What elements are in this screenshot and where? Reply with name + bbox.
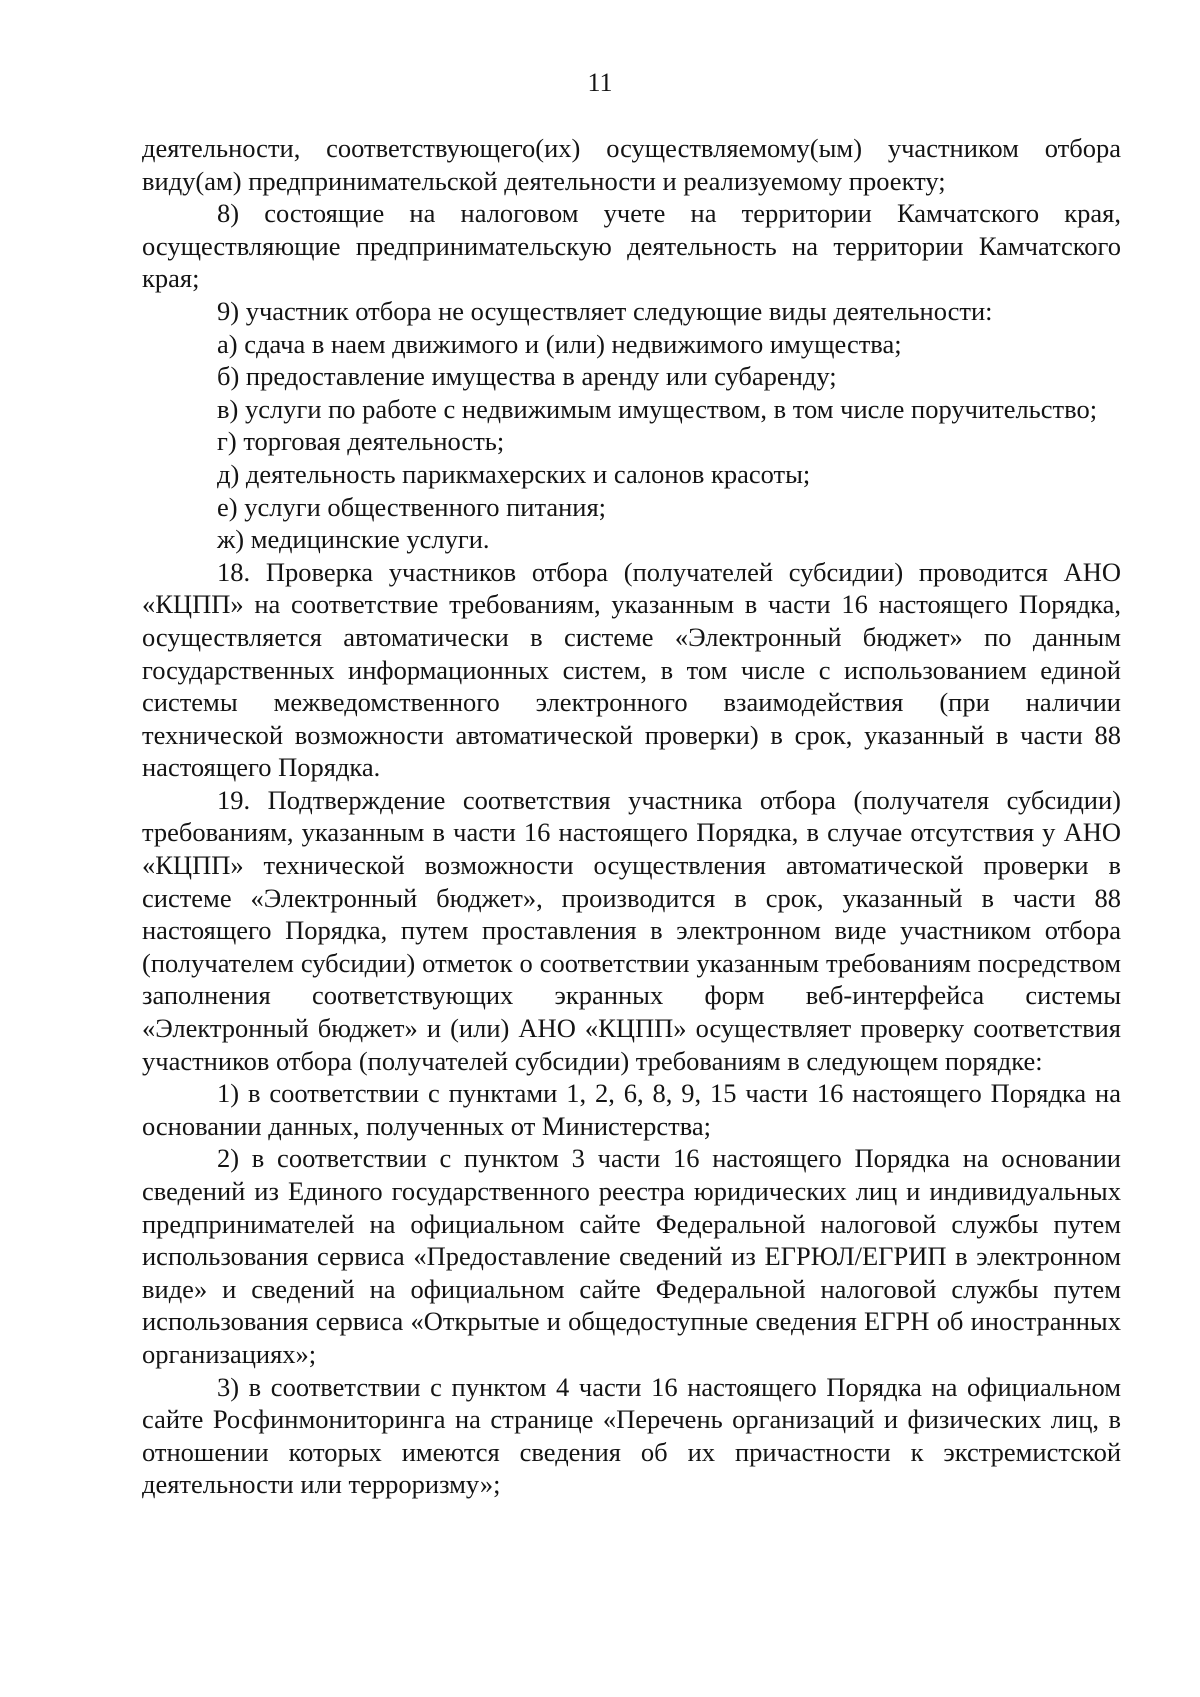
page-number: 11 bbox=[587, 68, 613, 97]
paragraph-subitem-e: е) услуги общественного питания; bbox=[217, 491, 607, 522]
paragraph-subitem-d: д) деятельность парикмахерских и салонов красоты; bbox=[217, 458, 811, 489]
paragraph-subitem-v: в) услуги по работе с недвижимым имуществом, в том числе поручительство; bbox=[217, 393, 1098, 424]
paragraph-section-19: 19. Подтверждение соответствия участника отбора (получателя субсидии) требованиям, указанным в части 16 настоящего Порядка, в случае отсутствия у АНО «КЦПП» технической возможности осуществления автоматической проверки в системе «Электронный бюджет», производится в срок, указанный в части 88 настоящего Порядка, путем проставления в электронном виде участником отбора (получателем субсидии) отметок о соответствии указанным требованиям посредством заполнения соответствующих экранных форм веб-интерфейса системы «Электронный бюджет» и (или) АНО «КЦПП» осуществляет проверку соответствия участников отбора (получателей субсидии) требованиям в следующем порядке: bbox=[142, 784, 1121, 1076]
paragraph-subitem-b: б) предоставление имущества в аренду или субаренду; bbox=[217, 361, 837, 392]
paragraph-subitem-a: а) сдача в наем движимого и (или) недвижимого имущества; bbox=[217, 328, 902, 359]
paragraph-continuation: деятельности, соответствующего(их) осуществляемому(ым) участником отбора виду(ам) предпринимательской деятельности и реализуемому проекту; bbox=[142, 133, 1121, 196]
paragraph-subitem-zh: ж) медицинские услуги. bbox=[217, 524, 490, 555]
paragraph-subitem-g: г) торговая деятельность; bbox=[217, 426, 505, 457]
paragraph-section-18: 18. Проверка участников отбора (получателей субсидии) проводится АНО «КЦПП» на соответствие требованиям, указанным в части 16 настоящего Порядка, осуществляется автоматически в системе «Электронный бюджет» по данным государственных информационных систем, в том числе с использованием единой системы межведомственного электронного взаимодействия (при наличии технической возможности автоматической проверки) в срок, указанный в части 88 настоящего Порядка. bbox=[142, 556, 1121, 783]
document-body bbox=[142, 132, 1121, 1501]
paragraph-item-9: 9) участник отбора не осуществляет следующие виды деятельности: bbox=[217, 295, 993, 326]
paragraph-subsection-1: 1) в соответствии с пунктами 1, 2, 6, 8, 9, 15 части 16 настоящего Порядка на основании данных, полученных от Министерства; bbox=[142, 1078, 1121, 1141]
paragraph-subsection-3: 3) в соответствии с пунктом 4 части 16 настоящего Порядка на официальном сайте Росфинмониторинга на странице «Перечень организаций и физических лиц, в отношении которых имеются сведения об их причастности к экстремистской деятельности или терроризму»; bbox=[142, 1371, 1121, 1500]
paragraph-item-8: 8) состоящие на налоговом учете на территории Камчатского края, осуществляющие предпринимательскую деятельность на территории Камчатского края; bbox=[142, 198, 1121, 294]
paragraph-subsection-2: 2) в соответствии с пунктом 3 части 16 настоящего Порядка на основании сведений из Единого государственного реестра юридических лиц и индивидуальных предпринимателей на официальном сайте Федеральной налоговой службы путем использования сервиса «Предоставление сведений из ЕГРЮЛ/ЕГРИП в электронном виде» и сведений на официальном сайте Федеральной налоговой службы путем использования сервиса «Открытые и общедоступные сведения ЕГРН об иностранных организациях»; bbox=[142, 1143, 1121, 1369]
